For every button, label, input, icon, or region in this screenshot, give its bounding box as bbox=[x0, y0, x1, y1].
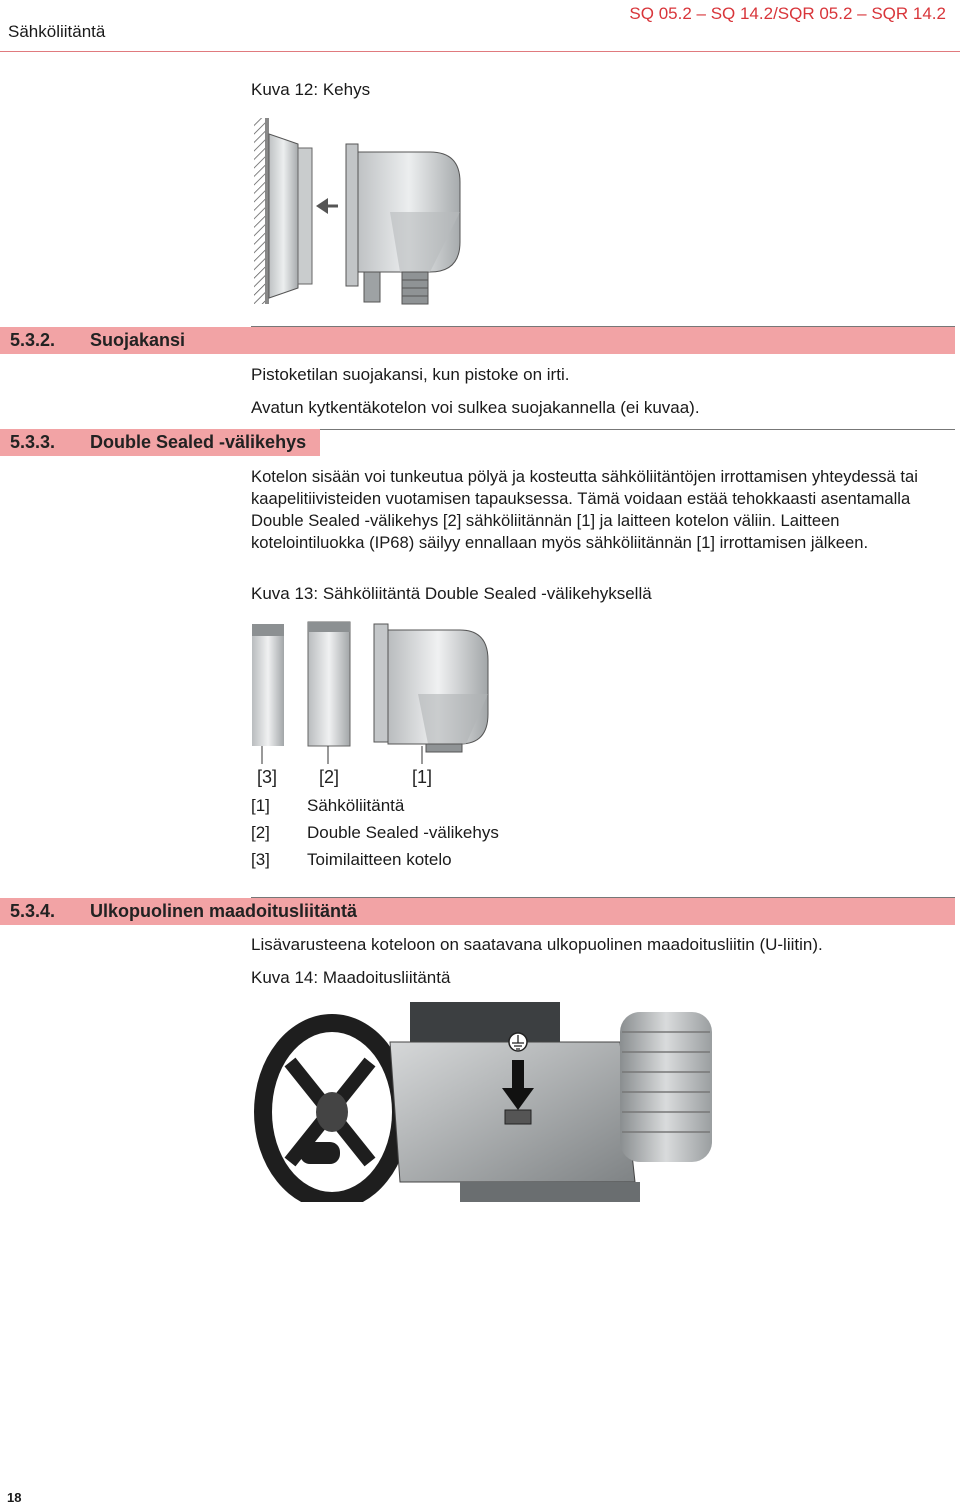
legend-item bbox=[251, 796, 404, 816]
running-header-model: SQ 05.2 – SQ 14.2/SQR 05.2 – SQR 14.2 bbox=[629, 4, 946, 23]
figure-13-label-1: [1] bbox=[412, 767, 433, 787]
legend-item bbox=[251, 850, 452, 870]
section-number: 5.3.2. bbox=[10, 330, 56, 350]
section-5-3-3-heading bbox=[0, 429, 320, 456]
section-5-3-2-line-2: Avatun kytkentäkotelon voi sulkea suojakannella (ei kuvaa). bbox=[251, 398, 700, 417]
section-number: 5.3.4. bbox=[10, 901, 56, 921]
section-divider bbox=[251, 429, 955, 430]
header-divider bbox=[0, 51, 960, 52]
figure-13-label-3: [3] bbox=[257, 767, 278, 787]
figure-13-label-2: [2] bbox=[319, 767, 340, 787]
figure-12-frame-illustration bbox=[250, 112, 470, 310]
legend-item bbox=[251, 823, 499, 843]
section-title: Ulkopuolinen maadoitusliitäntä bbox=[90, 901, 358, 921]
figure-14-caption: Kuva 14: Maadoitusliitäntä bbox=[251, 968, 451, 987]
section-5-3-4-line: Lisävarusteena koteloon on saatavana ulkopuolinen maadoitusliitin (U-liitin). bbox=[251, 935, 823, 954]
section-5-3-4-heading bbox=[0, 898, 955, 925]
section-number: 5.3.3. bbox=[10, 432, 56, 452]
section-5-3-3-paragraph: Kotelon sisään voi tunkeutua pölyä ja kosteutta sähköliitäntöjen irrottamisen yhteydessä tai kaapelitiivisteiden vuotamisen tapauksessa. Tämä voidaan estää tehokkaasti asentamalla Double Sealed -välikehys [2] sähköliitännän [1] ja laitteen kotelon väliin. Laitteen kotelointiluokka (IP68) säilyy ennallaan myös sähköliitännän [1] irrottamisen jälkeen. bbox=[251, 467, 918, 552]
section-5-3-2-heading bbox=[0, 327, 955, 354]
section-5-3-2-line-1: Pistoketilan suojakansi, kun pistoke on irti. bbox=[251, 365, 570, 384]
running-header-title: Sähköliitäntä bbox=[8, 22, 106, 41]
legend-key: [3] bbox=[251, 850, 270, 869]
legend-text: Double Sealed -välikehys bbox=[307, 823, 499, 842]
figure-13-caption: Kuva 13: Sähköliitäntä Double Sealed -välikehyksellä bbox=[251, 584, 652, 603]
legend-key: [2] bbox=[251, 823, 270, 842]
legend-text: Sähköliitäntä bbox=[307, 796, 405, 815]
figure-12-caption: Kuva 12: Kehys bbox=[251, 80, 371, 99]
figure-13-double-sealed-illustration bbox=[250, 618, 500, 768]
section-title: Suojakansi bbox=[90, 330, 186, 350]
legend-text: Toimilaitteen kotelo bbox=[307, 850, 452, 869]
legend-key: [1] bbox=[251, 796, 270, 815]
page-number: 18 bbox=[7, 1490, 22, 1505]
figure-14-earthing-illustration bbox=[250, 1002, 720, 1202]
section-title: Double Sealed -välikehys bbox=[90, 432, 307, 452]
